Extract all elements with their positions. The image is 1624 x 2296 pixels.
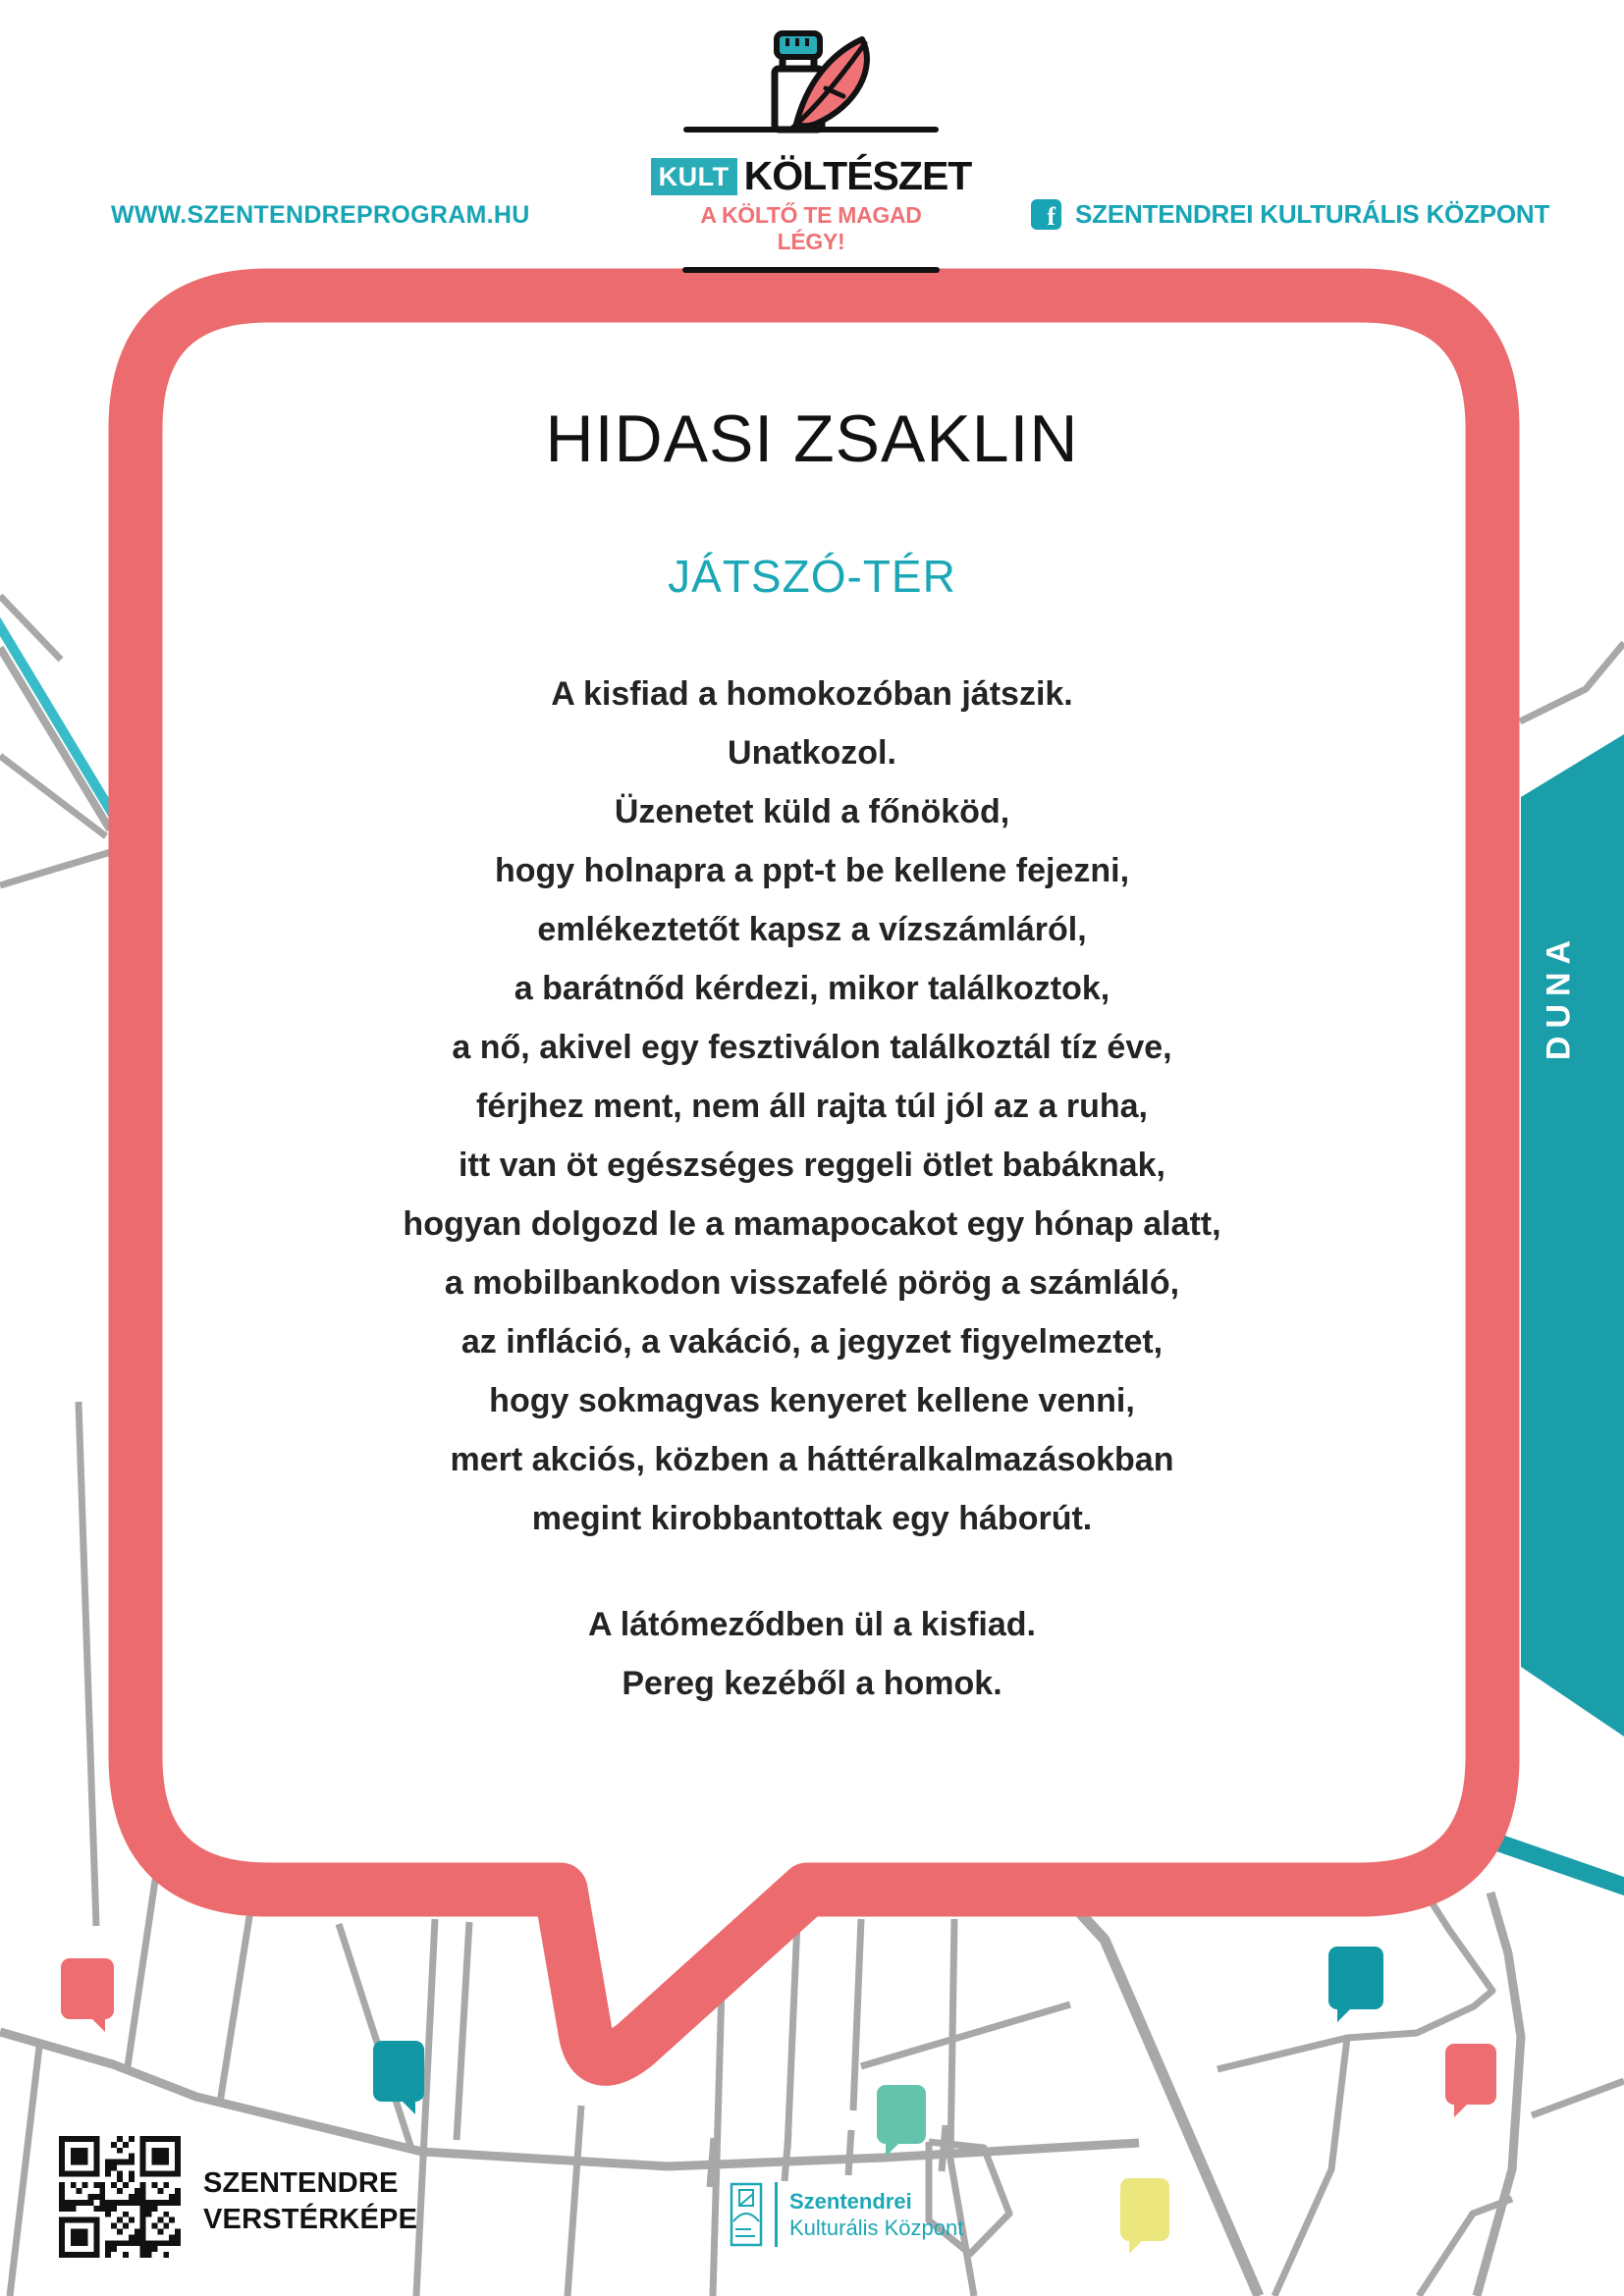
map-marker-teal-right [1328, 1947, 1383, 2009]
poem-line: az infláció, a vakáció, a jegyzet figyelmeztet, [460, 1323, 1164, 1361]
poem-body [174, 665, 1450, 1713]
poem-title: JÁTSZÓ-TÉR [668, 551, 956, 602]
poem-author: HIDASI ZSAKLIN [545, 401, 1079, 476]
poem-line: Pereg kezéből a homok. [622, 1665, 1002, 1702]
map-caption-line2: VERSTÉRKÉPE [203, 2204, 418, 2235]
map-caption-line1: SZENTENDRE [203, 2167, 399, 2199]
map-caption [203, 2165, 417, 2238]
poem-line: A látómeződben ül a kisfiad. [588, 1606, 1036, 1643]
brand-tagline: A KÖLTŐ TE MAGAD LÉGY! [700, 202, 922, 254]
map-marker-green [877, 2085, 926, 2144]
org-name-line2: Kulturális Központ [789, 2216, 964, 2240]
poem-line: emlékeztetőt kapsz a vízszámláról, [537, 911, 1087, 948]
poem-line: hogy sokmagvas kenyeret kellene venni, [489, 1382, 1135, 1419]
poem-line: itt van öt egészséges reggeli ötlet babáknak, [459, 1147, 1165, 1184]
map-marker-teal-left [373, 2041, 424, 2102]
org-divider [775, 2182, 778, 2247]
poem-line: a barátnőd kérdezi, mikor találkoztok, [514, 970, 1110, 1007]
facebook-page-name: SZENTENDREI KULTURÁLIS KÖZPONT [1075, 199, 1550, 229]
poem-line: A kisfiad a homokozóban játszik. [551, 675, 1073, 713]
org-emblem-icon [730, 2182, 763, 2247]
org-logo [730, 2182, 963, 2247]
poem-line: megint kirobbantottak egy háborút. [531, 1500, 1093, 1537]
poem-line: Unatkozol. [728, 734, 896, 772]
map-marker-coral-right [1445, 2044, 1496, 2105]
river-label: DUNA [1540, 932, 1578, 1061]
poem-line: hogy holnapra a ppt-t be kellene fejezni, [494, 852, 1130, 889]
facebook-icon [1031, 199, 1061, 230]
website-url[interactable]: WWW.SZENTENDREPROGRAM.HU [111, 201, 530, 229]
poem-line: Üzenetet küld a főnököd, [614, 793, 1010, 830]
brand-name: KÖLTÉSZET [743, 153, 972, 198]
poem-line: a nő, akivel egy fesztiválon találkoztál tíz éve, [452, 1029, 1172, 1066]
poem-line: mert akciós, közben a háttéralkalmazásokban [450, 1441, 1174, 1478]
poem-line: férjhez ment, nem áll rajta túl jól az a ruha, [476, 1088, 1148, 1125]
map-marker-coral-left [61, 1958, 114, 2019]
org-name-line1: Szentendrei [789, 2189, 912, 2214]
kult-koltszet-logo [658, 27, 972, 273]
ink-bottle-feather-icon [680, 27, 942, 137]
poem-line [174, 1548, 1450, 1595]
logo-divider [682, 267, 940, 273]
facebook-link[interactable] [1031, 199, 1549, 230]
map-marker-yellow [1120, 2178, 1169, 2241]
qr-code [59, 2136, 181, 2258]
poem-line: hogyan dolgozd le a mamapocakot egy hónap alatt, [403, 1205, 1221, 1243]
poem-line: a mobilbankodon visszafelé pörög a számláló, [444, 1264, 1180, 1302]
kult-badge: KULT [651, 158, 737, 195]
